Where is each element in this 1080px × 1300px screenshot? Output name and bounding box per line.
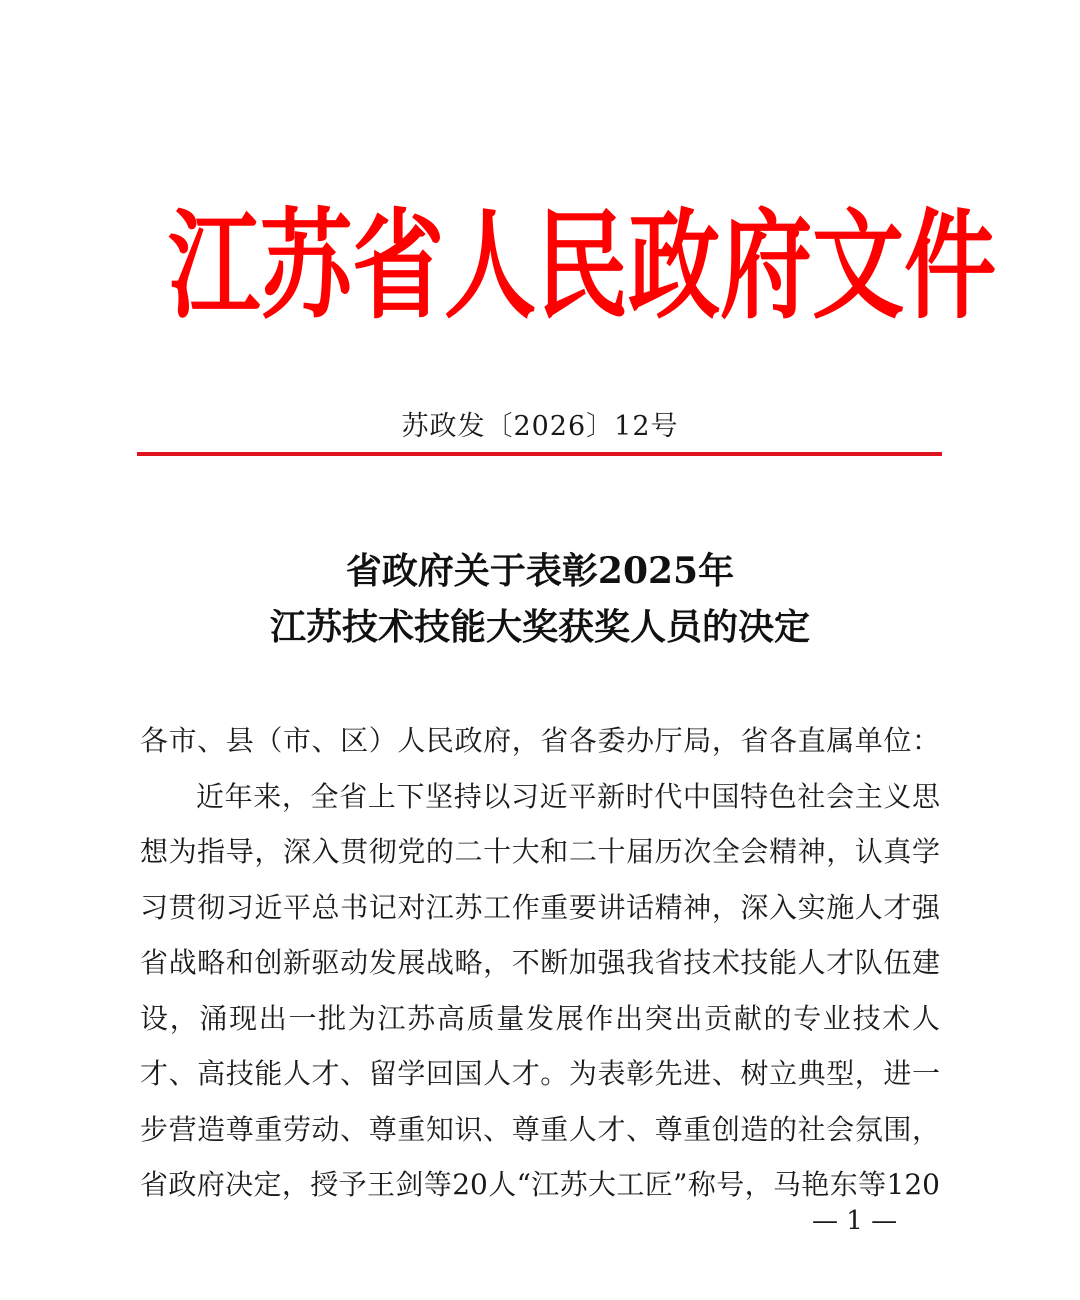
page-number: — 1 — [812, 1206, 898, 1236]
body-line: 近年来，全省上下坚持以习近平新时代中国特色社会主义思 [196, 779, 940, 813]
body-line: 省政府决定，授予王剑等20人“江苏大工匠”称号，马艳东等120 [140, 1168, 940, 1201]
title-line-2: 江苏技术技能大奖获奖人员的决定 [269, 606, 810, 648]
masthead-char: 省 [352, 196, 445, 335]
salutation-line: 各市、县（市、区）人民政府，省各委办厅局，省各直属单位： [140, 724, 940, 757]
masthead-char: 件 [904, 196, 997, 335]
title-line-1: 省政府关于表彰2025年 [345, 550, 735, 592]
body-line: 步营造尊重劳动、尊重知识、尊重人才、尊重创造的社会氛围， [140, 1112, 940, 1146]
document-title [0, 543, 1080, 655]
document-body [140, 717, 940, 1217]
red-divider-line [137, 452, 942, 456]
masthead-char: 文 [812, 196, 905, 335]
body-line: 才、高技能人才、留学回国人才。为表彰先进、树立典型，进一 [140, 1057, 940, 1090]
body-line: 习贯彻习近平总书记对江苏工作重要讲话精神，深入实施人才强 [140, 890, 940, 924]
masthead-char: 江 [168, 196, 261, 335]
masthead-title [140, 196, 997, 336]
body-line: 想为指导，深入贯彻党的二十大和二十届历次全会精神，认真学 [140, 835, 940, 868]
document-number: 苏政发〔2026〕12号 [401, 411, 679, 442]
masthead-char: 人 [444, 196, 537, 335]
masthead-char: 民 [536, 196, 629, 335]
masthead-char: 政 [628, 196, 721, 335]
masthead-char: 苏 [260, 196, 353, 335]
body-line: 省战略和创新驱动发展战略，不断加强我省技术技能人才队伍建 [140, 946, 940, 979]
masthead-char: 府 [720, 196, 813, 335]
body-line: 设，涌现出一批为江苏高质量发展作出突出贡献的专业技术人 [140, 1001, 940, 1035]
